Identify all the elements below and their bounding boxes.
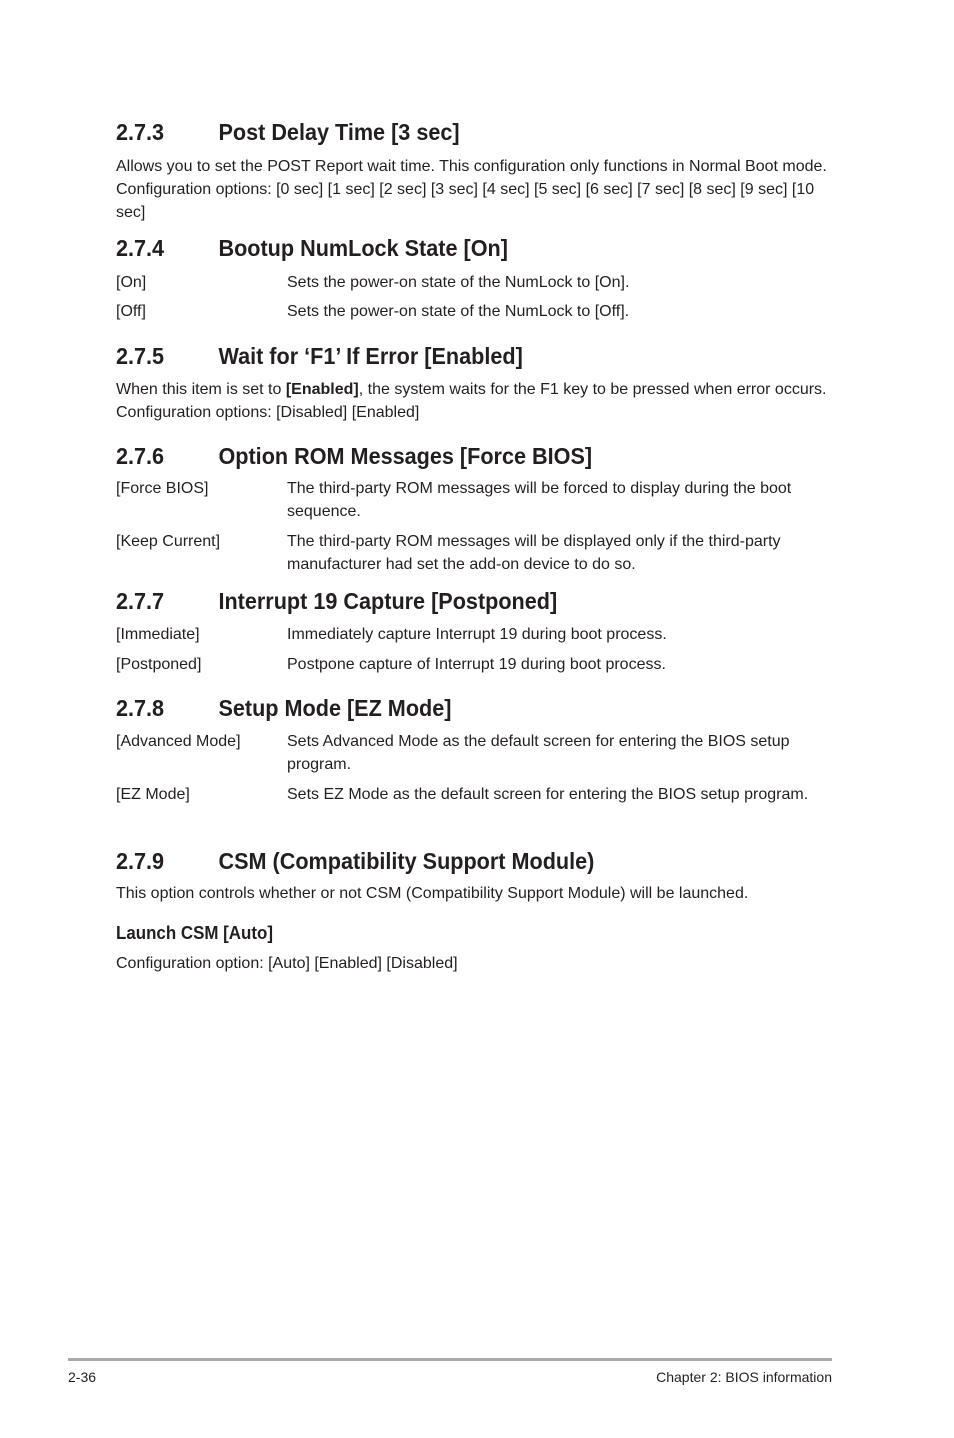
heading-2-7-5 (116, 342, 523, 370)
description-text: When this item is set to (116, 381, 286, 398)
section-title: CSM (Compatibility Support Module) (218, 848, 595, 874)
post-delay-description: Allows you to set the POST Report wait time. This configuration only functions in Normal Boot mode. Configuration options: [0 sec] [1 sec] [2 sec] [3 sec] [4 sec] [5 sec] [6 sec] [7 sec] [8 sec] [9 sec] [10 sec] (116, 158, 827, 221)
option-label: [On] (116, 274, 147, 291)
launch-csm-subheading: Launch CSM [Auto] (116, 923, 273, 943)
heading-2-7-3 (116, 118, 460, 146)
option-label: [Keep Current] (116, 533, 221, 550)
option-description: Sets the power-on state of the NumLock to [On]. (287, 274, 630, 291)
csm-description: This option controls whether or not CSM (Compatibility Support Module) will be launched. (116, 885, 749, 902)
option-label: [EZ Mode] (116, 786, 190, 803)
section-number: 2.7.5 (116, 343, 165, 369)
launch-csm-options: Configuration option: [Auto] [Enabled] [Disabled] (116, 955, 458, 972)
option-label: [Force BIOS] (116, 480, 209, 497)
enabled-emphasis: [Enabled] (285, 381, 359, 398)
option-label: [Postponed] (116, 656, 202, 673)
option-description: Sets EZ Mode as the default screen for entering the BIOS setup program. (287, 786, 809, 803)
heading-2-7-7 (116, 587, 557, 615)
heading-2-7-9 (116, 847, 594, 875)
option-description: Sets the power-on state of the NumLock to [Off]. (287, 303, 630, 320)
option-description: The third-party ROM messages will be forced to display during the boot sequence. (287, 480, 792, 520)
section-number: 2.7.7 (116, 588, 165, 614)
section-title: Post Delay Time [3 sec] (218, 119, 460, 145)
section-number: 2.7.3 (116, 119, 165, 145)
section-title: Setup Mode [EZ Mode] (218, 695, 452, 721)
option-description: The third-party ROM messages will be displayed only if the third-party manufacturer had set the add-on device to do so. (287, 533, 781, 573)
description-text: , the system waits for the F1 key to be pressed when error occurs. Configuration options: [Disabled] [Enabled] (116, 381, 827, 421)
option-label: [Off] (116, 303, 146, 320)
section-title: Option ROM Messages [Force BIOS] (218, 443, 593, 469)
heading-2-7-8 (116, 694, 451, 722)
section-title: Wait for ‘F1’ If Error [Enabled] (218, 343, 523, 369)
page-number: 2-36 (68, 1369, 97, 1385)
section-title: Interrupt 19 Capture [Postponed] (218, 588, 558, 614)
heading-2-7-6 (116, 442, 592, 470)
option-label: [Immediate] (116, 626, 200, 643)
footer-divider (68, 1358, 832, 1361)
option-description: Sets Advanced Mode as the default screen for entering the BIOS setup program. (287, 733, 790, 773)
section-title: Bootup NumLock State [On] (218, 235, 508, 261)
option-description: Postpone capture of Interrupt 19 during boot process. (287, 656, 666, 673)
section-number: 2.7.6 (116, 443, 165, 469)
chapter-title: Chapter 2: BIOS information (656, 1369, 832, 1385)
section-number: 2.7.4 (116, 235, 165, 261)
heading-2-7-4 (116, 234, 508, 262)
option-description: Immediately capture Interrupt 19 during boot process. (287, 626, 667, 643)
wait-f1-description (116, 378, 832, 424)
section-number: 2.7.8 (116, 695, 165, 721)
option-label: [Advanced Mode] (116, 733, 241, 750)
section-number: 2.7.9 (116, 848, 165, 874)
